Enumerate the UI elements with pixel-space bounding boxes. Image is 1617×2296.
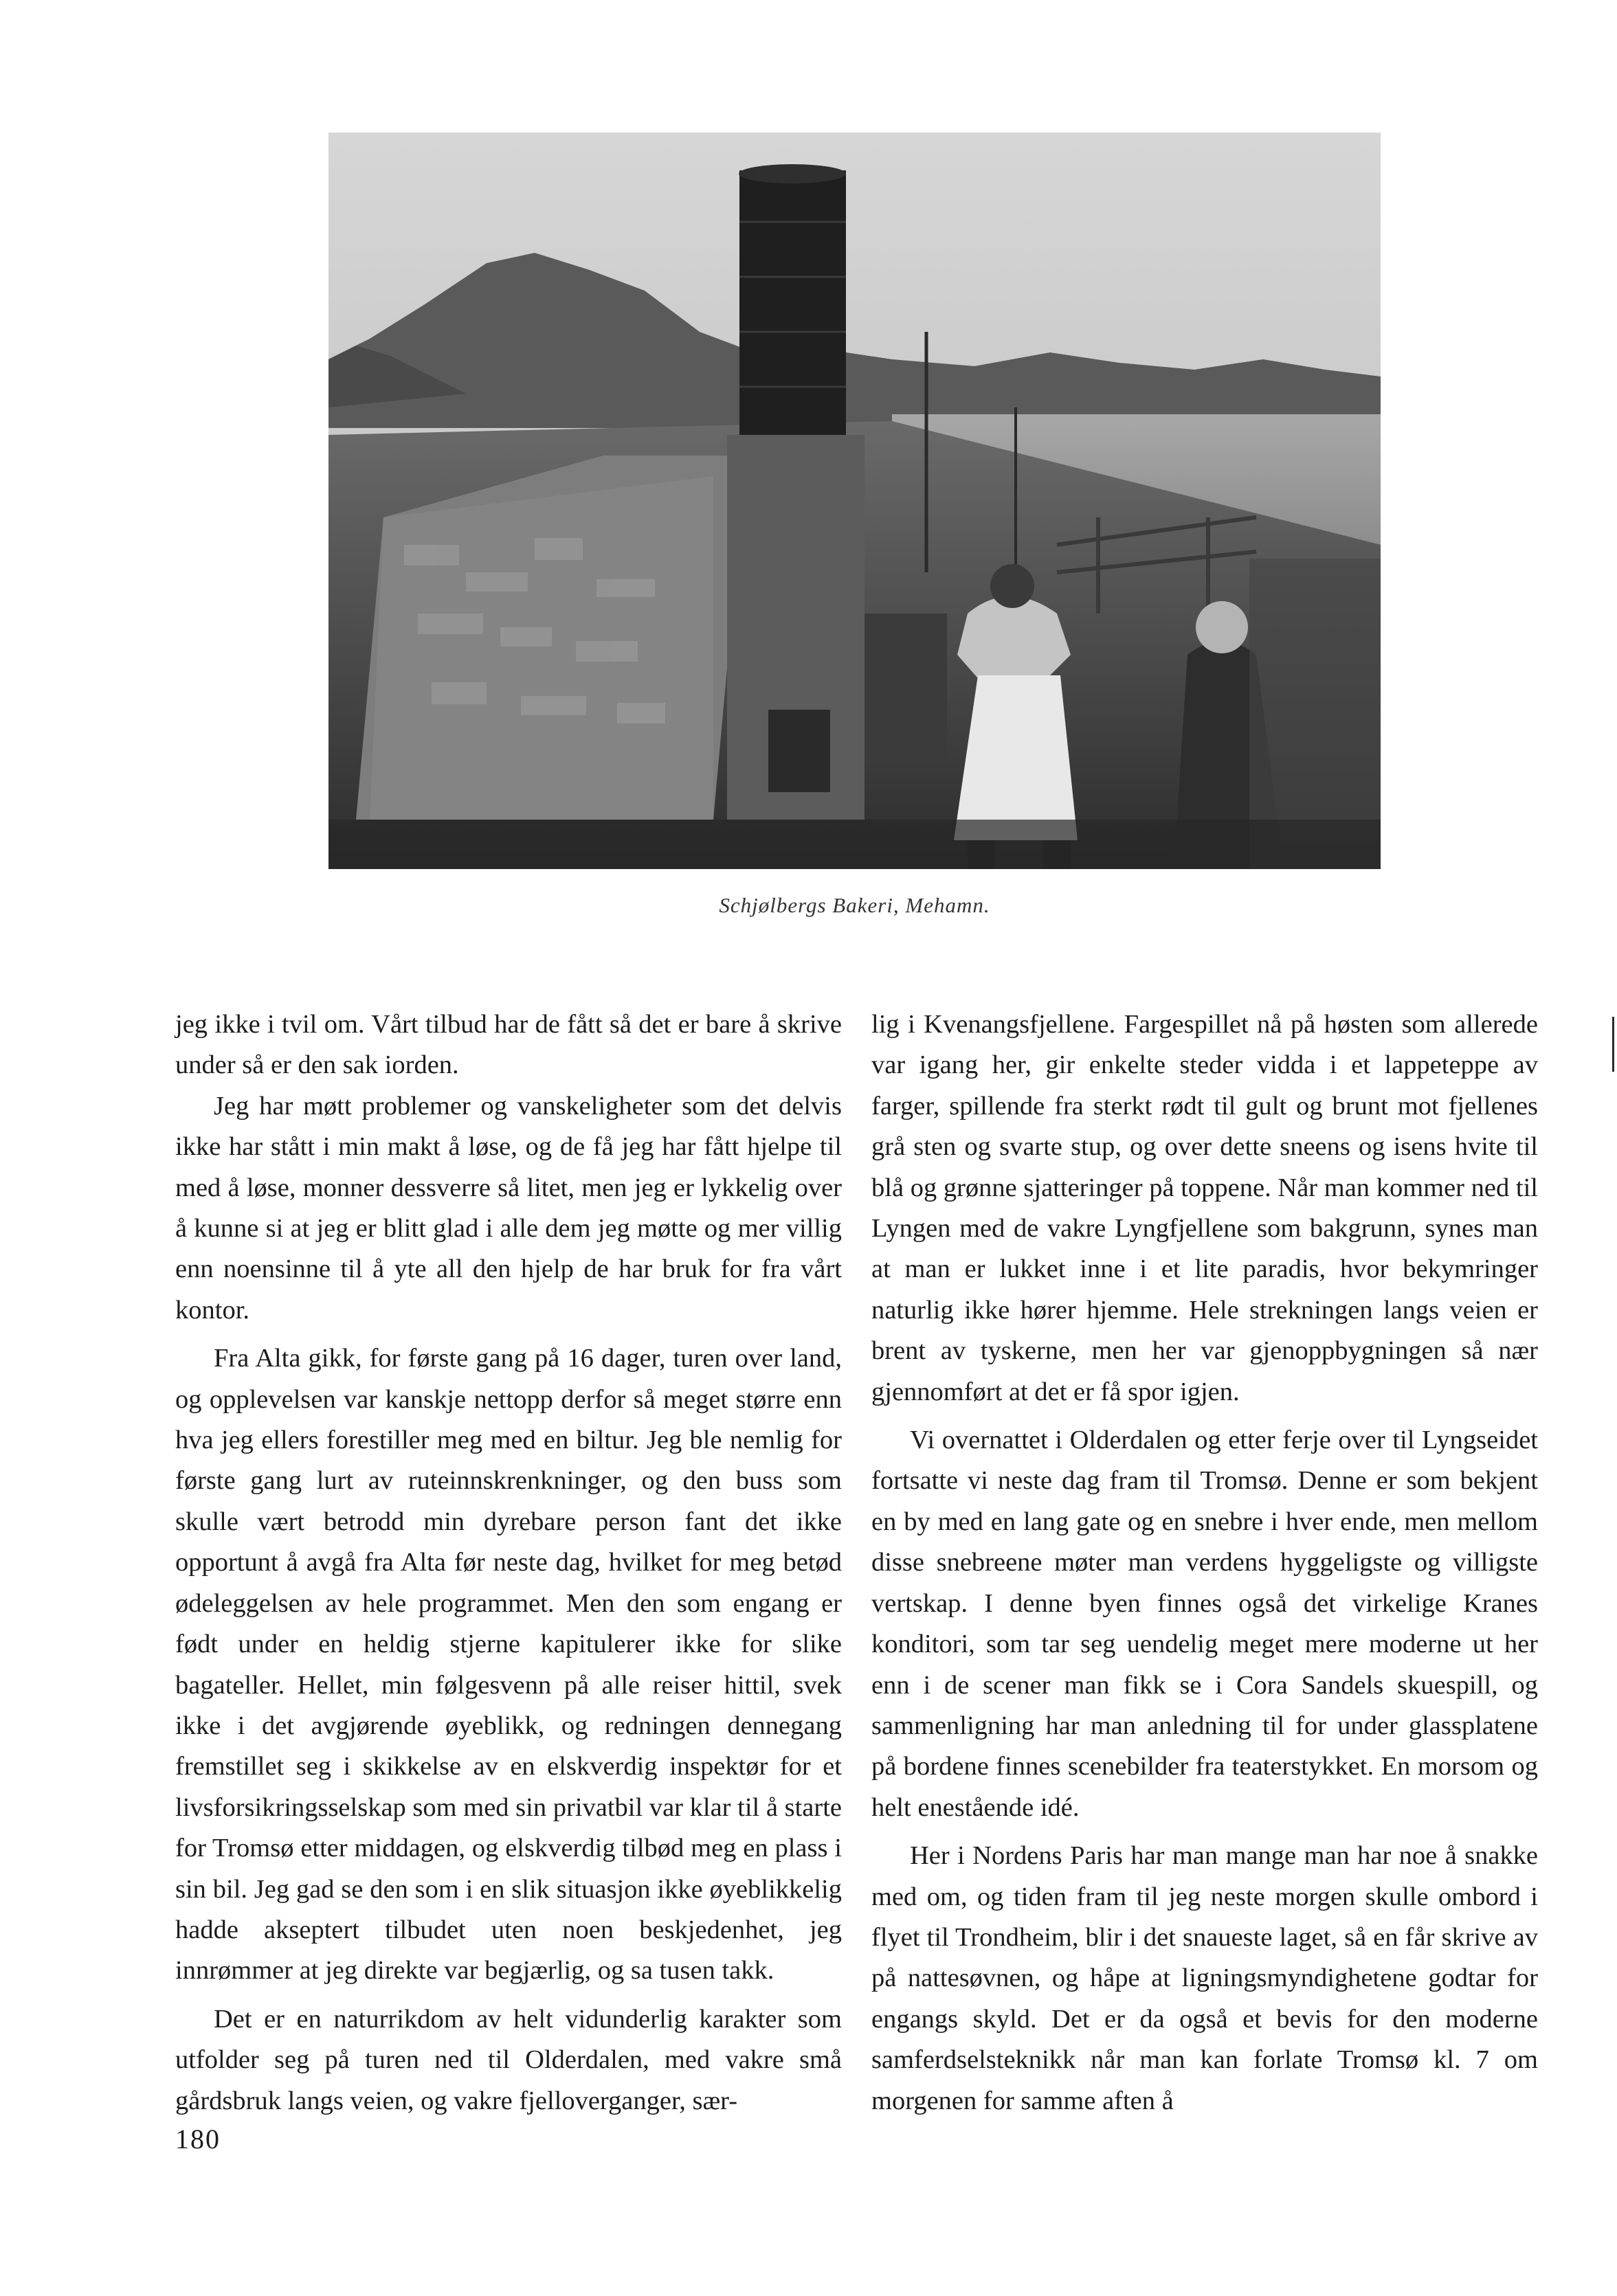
right-paragraph-3: Her i Nordens Paris har man mange man har noe å snakke med om, og tiden fram til jeg neste morgen skulle ombord i flyet til Trondheim, blir i det snaueste laget, så en får skrive av på nattesøvnen, og håpe at ligningsmyndighetene godtar for engangs skyld. Det er da også et bevis for den moderne samferdselsteknikk når man kan forlate Tromsø kl. 7 om morgenen for samme aften å	[871, 1841, 1538, 2115]
page-number: 180	[175, 2124, 221, 2154]
photo-image	[328, 133, 1381, 869]
photo-bakery-ruins	[328, 133, 1381, 869]
left-paragraph-3: Fra Alta gikk, for første gang på 16 dager, turen over land, og opplevelsen var kanskje nettopp derfor så meget større enn hva jeg ellers forestiller meg med en biltur. Jeg ble nemlig for første gang lurt av ruteinnskrenkninger, og den buss som skulle vært betrodd min dyrebare person fant det ikke opportunt å avgå fra Alta før neste dag, hvilket for meg betød ødeleggelsen av hele programmet. Men den som engang er født under en heldig stjerne kapitulerer ikke for slike bagateller. Hellet, min følgesvenn på alle reiser hittil, svek ikke i det avgjørende øyeblikk, og redningen dennegang fremstillet seg i skikkelse av en elskverdig inspektør for et livsforsikringsselskap som med sin privatbil var klar til å starte for Tromsø etter middagen, og elskverdig tilbød meg en plass i sin bil. Jeg gad se den som i en slik situasjon ikke øyeblikkelig hadde akseptert tilbudet uten noen beskjedenhet, jeg innrømmer at jeg direkte var begjærlig, og sa tusen takk.	[175, 1344, 842, 1985]
left-paragraph-2: Jeg har møtt problemer og vanskeligheter som det delvis ikke har stått i min makt å løse, og de få jeg har fått hjelpe til med å løse, monner dessverre så litet, men jeg er lykkelig over å kunne si at jeg er blitt glad i alle dem jeg møtte og mer villig enn noensinne til å yte all den hjelp de har bruk for fra vårt kontor.	[175, 1091, 842, 1325]
left-paragraph-1: jeg ikke i tvil om. Vårt tilbud har de fått så det er bare å skrive under så er den sak iorden.	[175, 1010, 842, 1080]
left-paragraph-4: Det er en naturrikdom av helt vidunderlig karakter som utfolder seg på turen ned til Olderdalen, med vakre små gårdsbruk langs veien, og vakre fjelloverganger, sær-	[175, 2004, 842, 2115]
margin-mark	[1612, 1017, 1614, 1072]
right-paragraph-2: Vi overnattet i Olderdalen og etter ferje over til Lyngseidet fortsatte vi neste dag fram til Tromsø. Denne er som bekjent en by med en lang gate og en snebre i hver ende, men mellom disse snebreene møter man verdens hyggeligste og villigste vertskap. I denne byen finnes også det virkelige Kranes konditori, som tar seg uendelig meget mere moderne ut her enn i de scener man fikk se i Cora Sandels skuespill, og sammenligning har man anledning til for under glassplatene på bordene finnes scenebilder fra teaterstykket. En morsom og helt enestående idé.	[871, 1426, 1538, 1822]
photo-caption: Schjølbergs Bakeri, Mehamn.	[719, 893, 990, 917]
left-column	[175, 1004, 842, 2121]
right-paragraph-1: lig i Kvenangsfjellene. Fargespillet nå på høsten som allerede var igang her, gir enkelte steder vidda i et lappeteppe av farger, spillende fra sterkt rødt til gult og brunt mot fjellenes grå sten og svarte stup, og over dette sneens og isens hvite til blå og grønne sjatteringer på toppene. Når man kommer ned til Lyngen med de vakre Lyngfjellene som bakgrunn, synes man at man er lukket inne i et lite paradis, hvor bekymringer naturlig ikke hører hjemme. Hele strekningen langs veien er brent av tyskerne, men her var gjenoppbygningen så nær gjennomført at det er få spor igjen.	[871, 1010, 1538, 1406]
right-column	[871, 1004, 1538, 2121]
